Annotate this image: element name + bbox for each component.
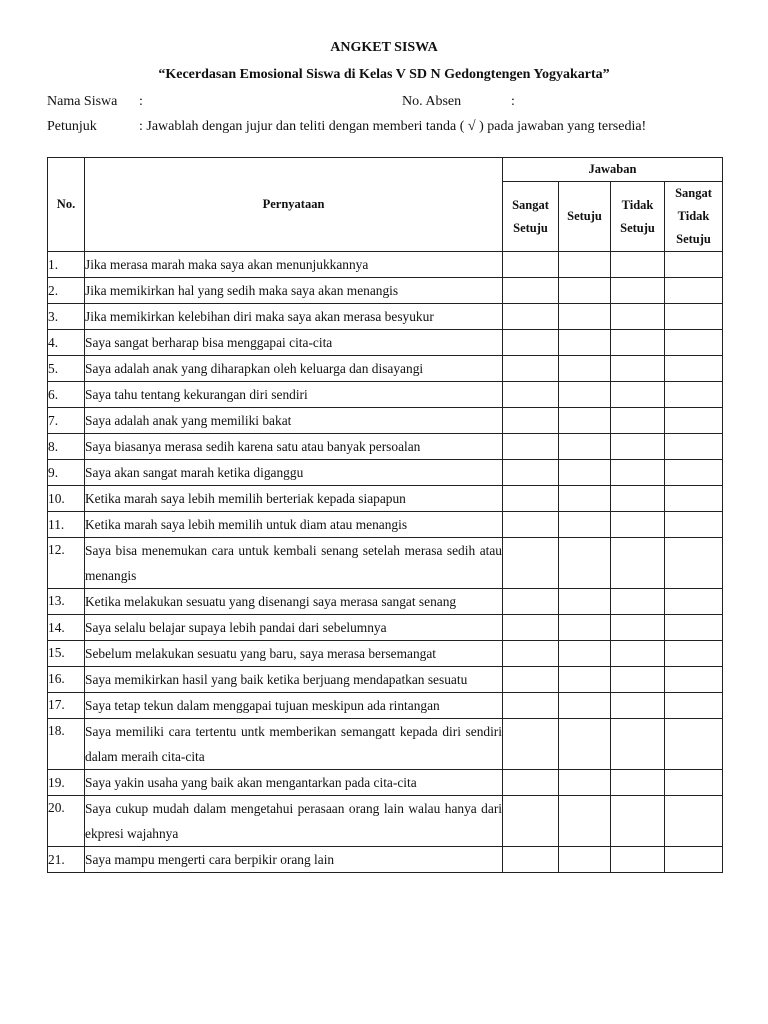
answer-cell-sangat-tidak-setuju[interactable] (665, 770, 723, 796)
nama-siswa-label: Nama Siswa (47, 94, 118, 109)
row-statement: Saya cukup mudah dalam mengetahui perasaan orang lain walau hanya dari ekpresi wajahnya (85, 796, 503, 847)
answer-cell-setuju[interactable] (559, 304, 611, 330)
row-statement: Saya bisa menemukan cara untuk kembali senang setelah merasa sedih atau menangis (85, 538, 503, 589)
table-row (48, 512, 723, 538)
questionnaire-table (47, 157, 723, 873)
option-sangat-tidak-setuju: Sangat Tidak Setuju (665, 182, 723, 252)
table-row (48, 615, 723, 641)
answer-cell-tidak-setuju[interactable] (611, 434, 665, 460)
row-number: 17. (48, 693, 85, 719)
row-statement: Saya biasanya merasa sedih karena satu atau banyak persoalan (85, 434, 503, 460)
row-statement: Jika merasa marah maka saya akan menunjukkannya (85, 252, 503, 278)
row-statement: Saya memiliki cara tertentu untk memberikan semangatt kepada diri sendiri dalam meraih cita-cita (85, 719, 503, 770)
answer-cell-sangat-setuju[interactable] (503, 460, 559, 486)
answer-cell-tidak-setuju[interactable] (611, 719, 665, 770)
answer-cell-sangat-tidak-setuju[interactable] (665, 693, 723, 719)
answer-cell-sangat-tidak-setuju[interactable] (665, 538, 723, 589)
answer-cell-tidak-setuju[interactable] (611, 382, 665, 408)
answer-cell-sangat-setuju[interactable] (503, 512, 559, 538)
row-number: 11. (48, 512, 85, 538)
answer-cell-setuju[interactable] (559, 512, 611, 538)
answer-cell-sangat-setuju[interactable] (503, 693, 559, 719)
answer-cell-tidak-setuju[interactable] (611, 615, 665, 641)
answer-cell-sangat-tidak-setuju[interactable] (665, 356, 723, 382)
row-number: 13. (48, 589, 85, 615)
option-setuju: Setuju (559, 182, 611, 252)
answer-cell-sangat-tidak-setuju[interactable] (665, 330, 723, 356)
answer-cell-setuju[interactable] (559, 770, 611, 796)
row-statement: Ketika marah saya lebih memilih untuk diam atau menangis (85, 512, 503, 538)
nama-siswa-colon: : (139, 94, 143, 109)
answer-cell-sangat-setuju[interactable] (503, 304, 559, 330)
answer-cell-sangat-setuju[interactable] (503, 796, 559, 847)
answer-cell-sangat-setuju[interactable] (503, 719, 559, 770)
answer-cell-tidak-setuju[interactable] (611, 304, 665, 330)
answer-cell-sangat-tidak-setuju[interactable] (665, 615, 723, 641)
table-row (48, 641, 723, 667)
answer-cell-sangat-setuju[interactable] (503, 538, 559, 589)
answer-cell-setuju[interactable] (559, 408, 611, 434)
answer-cell-sangat-setuju[interactable] (503, 408, 559, 434)
answer-cell-tidak-setuju[interactable] (611, 796, 665, 847)
answer-cell-setuju[interactable] (559, 719, 611, 770)
row-number: 8. (48, 434, 85, 460)
answer-cell-sangat-setuju[interactable] (503, 434, 559, 460)
row-number: 2. (48, 278, 85, 304)
answer-cell-setuju[interactable] (559, 460, 611, 486)
table-row (48, 460, 723, 486)
answer-cell-setuju[interactable] (559, 330, 611, 356)
row-number: 7. (48, 408, 85, 434)
answer-cell-sangat-setuju[interactable] (503, 382, 559, 408)
header-no: No. (48, 158, 85, 252)
answer-cell-setuju[interactable] (559, 538, 611, 589)
answer-cell-setuju[interactable] (559, 796, 611, 847)
row-statement: Saya akan sangat marah ketika diganggu (85, 460, 503, 486)
table-row (48, 719, 723, 770)
row-statement: Jika memikirkan hal yang sedih maka saya akan menangis (85, 278, 503, 304)
answer-cell-setuju[interactable] (559, 382, 611, 408)
table-row (48, 693, 723, 719)
row-number: 20. (48, 796, 85, 847)
table-row (48, 434, 723, 460)
answer-cell-setuju[interactable] (559, 434, 611, 460)
row-statement: Saya yakin usaha yang baik akan mengantarkan pada cita-cita (85, 770, 503, 796)
header-answer: Jawaban (503, 158, 723, 182)
row-number: 5. (48, 356, 85, 382)
row-number: 18. (48, 719, 85, 770)
row-number: 10. (48, 486, 85, 512)
answer-cell-sangat-setuju[interactable] (503, 330, 559, 356)
table-row (48, 770, 723, 796)
answer-cell-setuju[interactable] (559, 847, 611, 873)
table-row (48, 382, 723, 408)
row-number: 4. (48, 330, 85, 356)
table-row (48, 408, 723, 434)
row-statement: Saya memikirkan hasil yang baik ketika berjuang mendapatkan sesuatu (85, 667, 503, 693)
row-number: 15. (48, 641, 85, 667)
answer-cell-sangat-setuju[interactable] (503, 486, 559, 512)
petunjuk-label: Petunjuk (47, 119, 97, 134)
answer-cell-tidak-setuju[interactable] (611, 693, 665, 719)
table-row (48, 796, 723, 847)
answer-cell-setuju[interactable] (559, 589, 611, 615)
page-subtitle: “Kecerdasan Emosional Siswa di Kelas V SD N Gedongtengen Yogyakarta” (158, 67, 610, 82)
page-title: ANGKET SISWA (330, 40, 438, 55)
answer-cell-sangat-tidak-setuju[interactable] (665, 278, 723, 304)
table-row (48, 847, 723, 873)
answer-cell-tidak-setuju[interactable] (611, 252, 665, 278)
row-statement: Ketika marah saya lebih memilih berteriak kepada siapapun (85, 486, 503, 512)
answer-cell-sangat-tidak-setuju[interactable] (665, 252, 723, 278)
row-number: 21. (48, 847, 85, 873)
answer-cell-sangat-tidak-setuju[interactable] (665, 719, 723, 770)
answer-cell-tidak-setuju[interactable] (611, 847, 665, 873)
answer-cell-tidak-setuju[interactable] (611, 512, 665, 538)
table-row (48, 667, 723, 693)
answer-cell-setuju[interactable] (559, 641, 611, 667)
answer-cell-sangat-tidak-setuju[interactable] (665, 641, 723, 667)
answer-cell-sangat-setuju[interactable] (503, 641, 559, 667)
answer-cell-setuju[interactable] (559, 356, 611, 382)
row-statement: Saya adalah anak yang diharapkan oleh keluarga dan disayangi (85, 356, 503, 382)
answer-cell-tidak-setuju[interactable] (611, 278, 665, 304)
table-row (48, 278, 723, 304)
answer-cell-sangat-tidak-setuju[interactable] (665, 382, 723, 408)
answer-cell-sangat-tidak-setuju[interactable] (665, 847, 723, 873)
row-number: 1. (48, 252, 85, 278)
answer-cell-tidak-setuju[interactable] (611, 408, 665, 434)
answer-cell-sangat-tidak-setuju[interactable] (665, 486, 723, 512)
table-row (48, 538, 723, 589)
option-tidak-setuju: Tidak Setuju (611, 182, 665, 252)
table-row (48, 356, 723, 382)
table-row (48, 589, 723, 615)
petunjuk-text: : Jawablah dengan jujur dan teliti dengan memberi tanda ( √ ) pada jawaban yang tersedia! (139, 119, 647, 134)
answer-cell-setuju[interactable] (559, 252, 611, 278)
table-row (48, 330, 723, 356)
row-statement: Sebelum melakukan sesuatu yang baru, saya merasa bersemangat (85, 641, 503, 667)
row-number: 16. (48, 667, 85, 693)
answer-cell-sangat-setuju[interactable] (503, 615, 559, 641)
answer-cell-sangat-setuju[interactable] (503, 770, 559, 796)
row-number: 6. (48, 382, 85, 408)
answer-cell-sangat-setuju[interactable] (503, 847, 559, 873)
row-statement: Saya adalah anak yang memiliki bakat (85, 408, 503, 434)
header-statement: Pernyataan (85, 158, 503, 252)
answer-cell-setuju[interactable] (559, 693, 611, 719)
row-statement: Jika memikirkan kelebihan diri maka saya akan merasa besyukur (85, 304, 503, 330)
answer-cell-tidak-setuju[interactable] (611, 667, 665, 693)
answer-cell-sangat-tidak-setuju[interactable] (665, 589, 723, 615)
row-statement: Saya selalu belajar supaya lebih pandai dari sebelumnya (85, 615, 503, 641)
answer-cell-sangat-tidak-setuju[interactable] (665, 512, 723, 538)
answer-cell-tidak-setuju[interactable] (611, 589, 665, 615)
row-number: 9. (48, 460, 85, 486)
answer-cell-tidak-setuju[interactable] (611, 770, 665, 796)
answer-cell-sangat-tidak-setuju[interactable] (665, 796, 723, 847)
answer-cell-sangat-tidak-setuju[interactable] (665, 408, 723, 434)
answer-cell-setuju[interactable] (559, 615, 611, 641)
answer-cell-sangat-tidak-setuju[interactable] (665, 667, 723, 693)
option-sangat-setuju: Sangat Setuju (503, 182, 559, 252)
row-statement: Saya sangat berharap bisa menggapai cita-cita (85, 330, 503, 356)
answer-cell-tidak-setuju[interactable] (611, 356, 665, 382)
answer-cell-sangat-setuju[interactable] (503, 356, 559, 382)
row-statement: Saya tetap tekun dalam menggapai tujuan meskipun ada rintangan (85, 693, 503, 719)
answer-cell-tidak-setuju[interactable] (611, 330, 665, 356)
row-statement: Saya mampu mengerti cara berpikir orang lain (85, 847, 503, 873)
row-number: 19. (48, 770, 85, 796)
answer-cell-tidak-setuju[interactable] (611, 460, 665, 486)
answer-cell-setuju[interactable] (559, 667, 611, 693)
table-row (48, 252, 723, 278)
table-row (48, 304, 723, 330)
no-absen-label: No. Absen (402, 94, 462, 109)
answer-cell-sangat-tidak-setuju[interactable] (665, 434, 723, 460)
answer-cell-setuju[interactable] (559, 278, 611, 304)
row-number: 12. (48, 538, 85, 589)
answer-cell-sangat-setuju[interactable] (503, 589, 559, 615)
answer-cell-sangat-setuju[interactable] (503, 667, 559, 693)
answer-cell-sangat-setuju[interactable] (503, 252, 559, 278)
answer-cell-tidak-setuju[interactable] (611, 486, 665, 512)
answer-cell-sangat-tidak-setuju[interactable] (665, 304, 723, 330)
row-statement: Ketika melakukan sesuatu yang disenangi saya merasa sangat senang (85, 589, 503, 615)
table-row (48, 486, 723, 512)
answer-cell-sangat-setuju[interactable] (503, 278, 559, 304)
row-number: 14. (48, 615, 85, 641)
answer-cell-tidak-setuju[interactable] (611, 641, 665, 667)
answer-cell-sangat-tidak-setuju[interactable] (665, 460, 723, 486)
answer-cell-setuju[interactable] (559, 486, 611, 512)
no-absen-colon: : (511, 94, 515, 109)
answer-cell-tidak-setuju[interactable] (611, 538, 665, 589)
row-statement: Saya tahu tentang kekurangan diri sendiri (85, 382, 503, 408)
row-number: 3. (48, 304, 85, 330)
